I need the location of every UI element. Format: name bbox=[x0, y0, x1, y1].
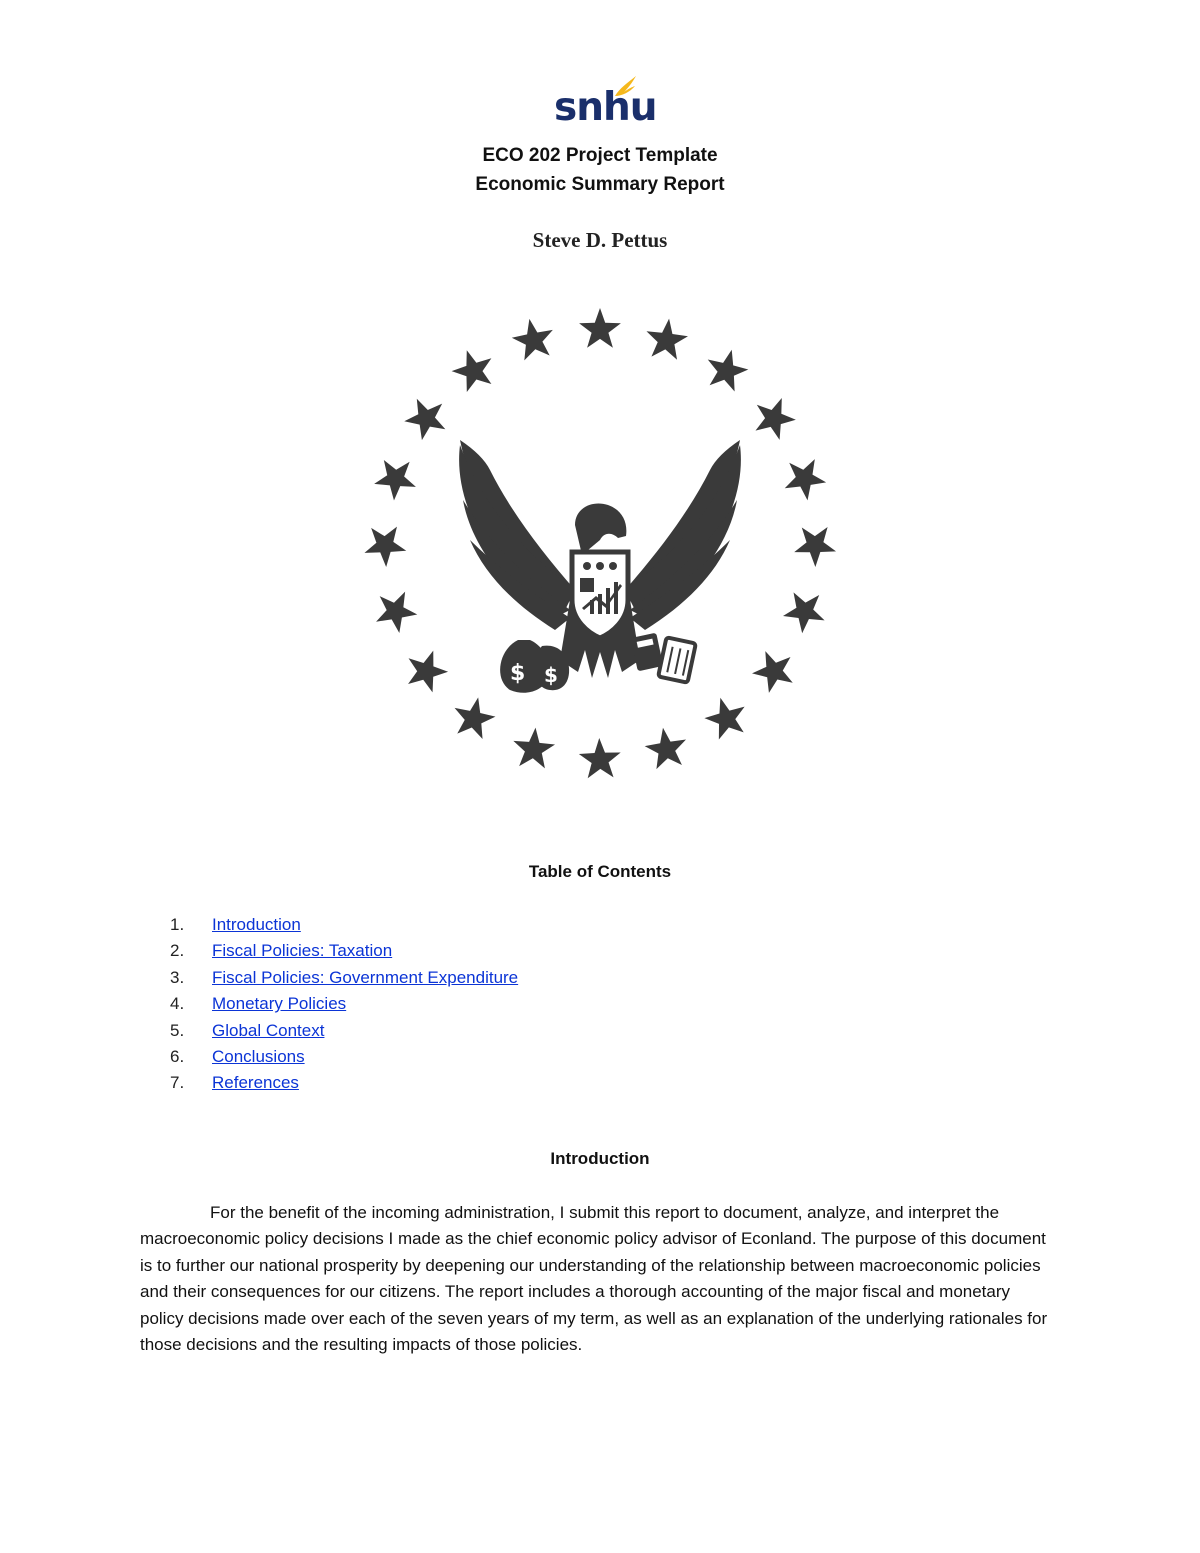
toc-item-number: 3. bbox=[170, 967, 185, 987]
star-icon bbox=[748, 391, 801, 443]
toc-list bbox=[170, 912, 518, 1097]
toc-item-number: 5. bbox=[170, 1020, 185, 1040]
author-name: Steve D. Pettus bbox=[532, 228, 668, 252]
toc-link-conclusions[interactable]: Conclusions bbox=[212, 1046, 305, 1066]
toc-item-number: 4. bbox=[170, 994, 185, 1014]
star-ring bbox=[362, 308, 840, 786]
toc-link-global-context[interactable]: Global Context bbox=[212, 1020, 325, 1040]
document-subtitle: Economic Summary Report bbox=[475, 174, 725, 195]
document-title: ECO 202 Project Template bbox=[482, 145, 718, 166]
star-icon bbox=[778, 449, 834, 504]
svg-text:$: $ bbox=[510, 661, 526, 686]
star-icon bbox=[788, 515, 840, 572]
logo-text: snhu bbox=[554, 85, 657, 130]
toc-item-number: 1. bbox=[170, 915, 185, 934]
star-icon bbox=[747, 641, 804, 699]
star-icon bbox=[512, 724, 560, 774]
star-icon bbox=[576, 733, 628, 786]
star-icon bbox=[506, 313, 564, 371]
star-icon bbox=[375, 588, 420, 635]
star-icon bbox=[454, 696, 498, 742]
star-icon bbox=[447, 344, 504, 401]
toc-link-fiscal-policies-taxation[interactable]: Fiscal Policies: Taxation bbox=[212, 941, 393, 961]
toc-link-monetary-policies[interactable]: Monetary Policies bbox=[212, 994, 347, 1014]
toc-link-fiscal-policies-government-expenditure[interactable]: Fiscal Policies: Government Expenditure bbox=[212, 967, 519, 987]
toc-item bbox=[170, 1044, 518, 1070]
star-icon bbox=[641, 721, 695, 776]
toc-link-introduction[interactable]: Introduction bbox=[212, 915, 301, 934]
toc-item-number: 6. bbox=[170, 1046, 185, 1066]
star-icon bbox=[643, 316, 689, 361]
star-icon bbox=[408, 650, 449, 692]
star-icon bbox=[362, 520, 411, 571]
star-icon bbox=[400, 392, 455, 448]
toc-item-number: 2. bbox=[170, 941, 185, 961]
toc-link-references[interactable]: References bbox=[212, 1073, 299, 1093]
star-icon bbox=[371, 453, 424, 507]
star-icon bbox=[777, 581, 835, 639]
calculator-icon bbox=[631, 633, 696, 683]
toc-item bbox=[170, 1070, 518, 1096]
introduction-heading: Introduction bbox=[550, 1149, 650, 1168]
introduction-paragraph: For the benefit of the incoming administration, I submit this report to document, analyze, and interpret the macroeconomic policy decisions I made as the chief economic policy advisor of Econland. The purpose of this document is to further our national prosperity by deepening our understanding of the relationship between macroeconomic policies and their consequences for our citizens. The report includes a thorough accounting of the major fiscal and monetary policy decisions made over each of the seven years of my term, as well as an explanation of the underlying rationales for those decisions and the resulting impacts of those policies. bbox=[140, 1203, 1048, 1355]
toc-item bbox=[170, 912, 518, 938]
toc-item-number: 7. bbox=[170, 1073, 185, 1093]
star-icon bbox=[700, 689, 756, 746]
toc-item bbox=[170, 965, 518, 991]
svg-text:$: $ bbox=[544, 663, 558, 687]
toc-item bbox=[170, 991, 518, 1017]
toc-item bbox=[170, 938, 518, 964]
eagle-seal-icon bbox=[360, 300, 840, 790]
toc-title: Table of Contents bbox=[528, 862, 672, 881]
snhu-logo bbox=[554, 74, 657, 134]
star-icon bbox=[579, 308, 621, 348]
toc-item bbox=[170, 1018, 518, 1044]
star-icon bbox=[702, 345, 752, 394]
